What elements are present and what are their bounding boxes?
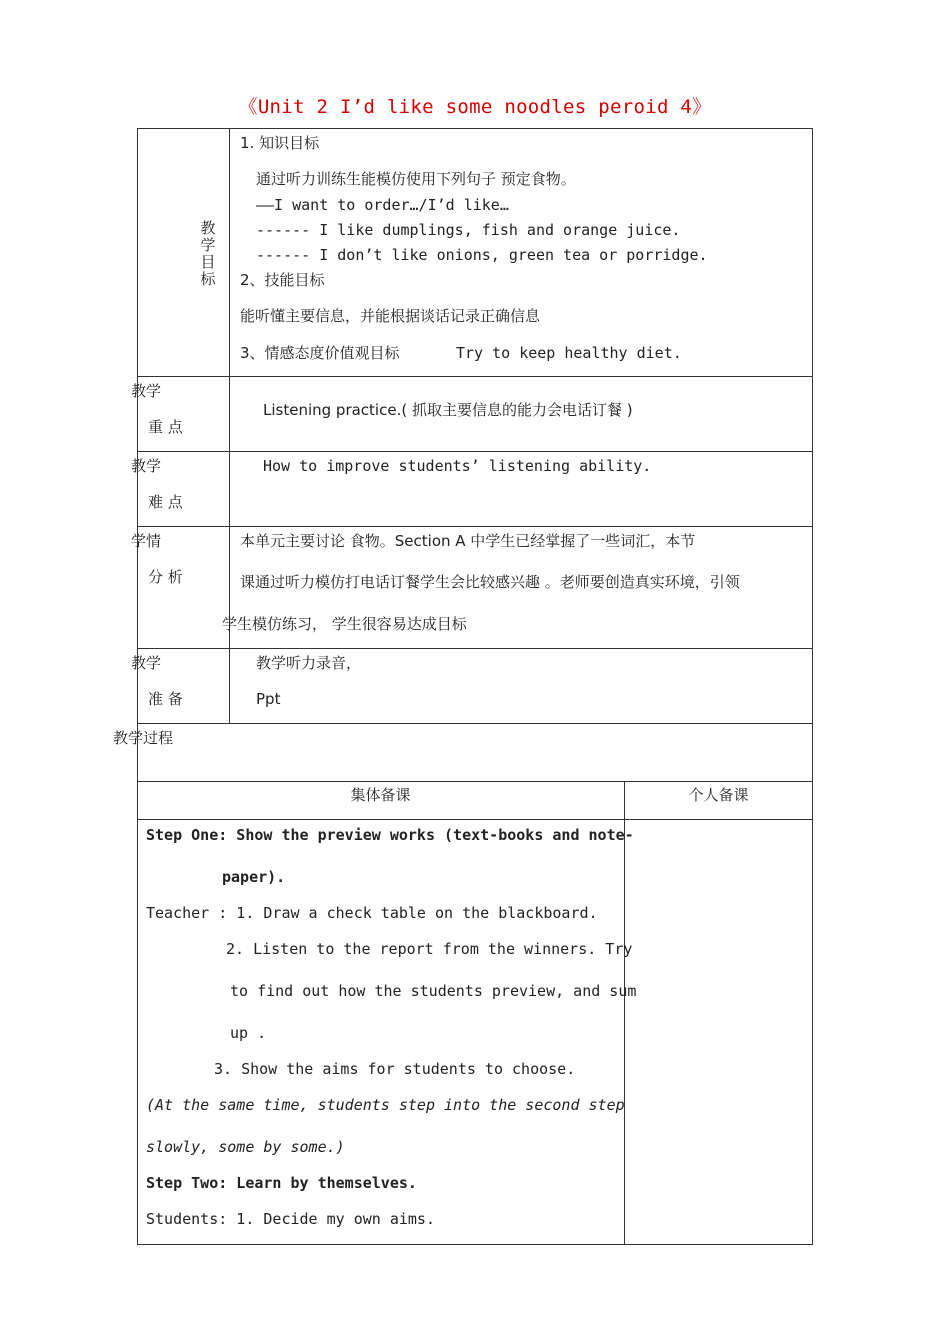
step-two-heading: Step Two: Learn by themselves. (146, 1174, 417, 1192)
difficulty-content: How to improve students’ listening ability. (263, 457, 652, 475)
focus-label: 重 点 (148, 418, 183, 436)
target-sentence: ——I want to order…/I’d like… (256, 196, 509, 214)
teacher-step: up . (230, 1024, 267, 1042)
label-column-divider (229, 128, 230, 724)
knowledge-desc: 通过听力训练生能模仿使用下列句子 预定食物。 (256, 170, 576, 188)
personal-header: 个人备课 (688, 786, 749, 804)
emotion-desc: Try to keep healthy diet. (456, 344, 682, 362)
goals-label: 教学目标 (200, 219, 216, 288)
target-sentence: ------ I like dumplings, fish and orange juice. (256, 221, 681, 239)
skill-desc: 能听懂主要信息，并能根据谈话记录正确信息 (240, 307, 541, 325)
row-divider (137, 648, 813, 649)
row-divider (137, 451, 813, 452)
step-note: (At the same time, students step into the second step (146, 1096, 625, 1114)
collective-header: 集体备课 (350, 786, 411, 804)
focus-label: 教学 (131, 382, 162, 400)
emotion-heading: 3、情感态度价值观目标 (240, 344, 400, 362)
analysis-text: 课通过听力模仿打电话订餐学生会比较感兴趣 。老师要创造真实环境，引领 (240, 573, 740, 591)
teacher-step: 3. Show the aims for students to choose. (214, 1060, 576, 1078)
row-divider (137, 376, 813, 377)
analysis-label: 分 析 (148, 568, 183, 586)
teacher-step: 2. Listen to the report from the winners. Try (226, 940, 633, 958)
analysis-text: 本单元主要讨论 食物。Section A 中学生已经掌握了一些词汇，本节 (240, 532, 696, 550)
knowledge-heading: 1. 知识目标 (240, 134, 320, 152)
students-step: Students: 1. Decide my own aims. (146, 1210, 435, 1228)
preparation-text: Ppt (256, 690, 281, 708)
column-divider (624, 781, 625, 1245)
row-divider (137, 723, 813, 724)
header-divider (137, 819, 813, 820)
preparation-label: 准 备 (148, 690, 183, 708)
target-sentence: ------ I don’t like onions, green tea or porridge. (256, 246, 708, 264)
row-divider (137, 526, 813, 527)
teacher-step: Teacher : 1. Draw a check table on the blackboard. (146, 904, 598, 922)
difficulty-label: 教学 (131, 457, 162, 475)
teacher-step: to find out how the students preview, and sum (230, 982, 637, 1000)
difficulty-label: 难 点 (148, 493, 183, 511)
step-one-heading-cont: paper). (222, 868, 286, 886)
document-title: 《Unit 2 I’d like some noodles peroid 4》 (238, 96, 712, 118)
analysis-text: 学生模仿练习， 学生很容易达成目标 (222, 615, 467, 633)
focus-content: Listening practice.( 抓取主要信息的能力会电话订餐 ) (263, 401, 633, 419)
skill-heading: 2、技能目标 (240, 271, 325, 289)
step-note: slowly, some by some.) (146, 1138, 345, 1156)
preparation-text: 教学听力录音， (256, 654, 362, 672)
process-label: 教学过程 (113, 729, 174, 747)
step-one-heading: Step One: Show the preview works (text-books and note- (146, 826, 634, 844)
analysis-label: 学情 (131, 532, 162, 550)
preparation-label: 教学 (131, 654, 162, 672)
